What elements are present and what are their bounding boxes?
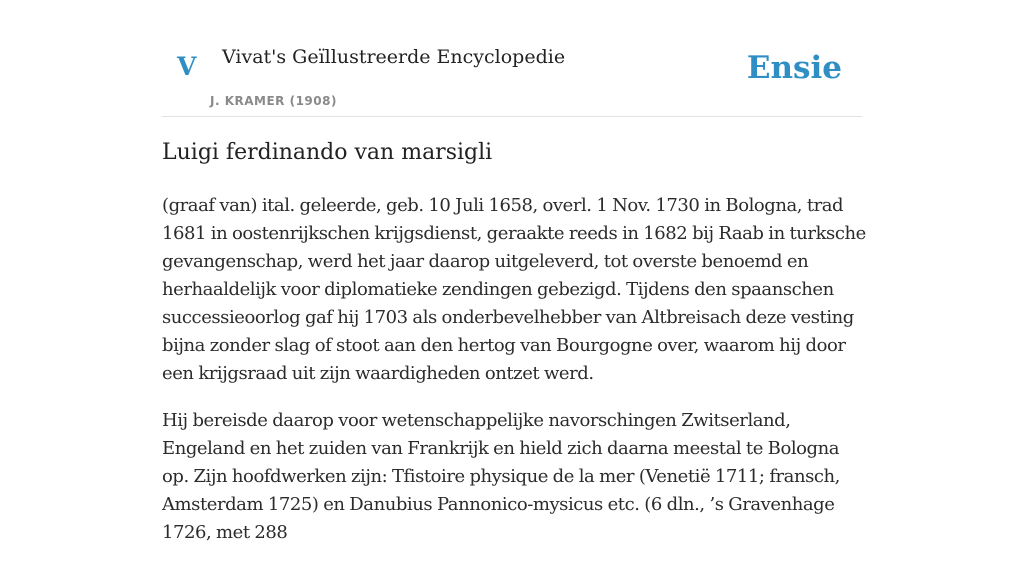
entry-paragraph: Hij bereisde daarop voor wetenschappelijke navorschingen Zwitserland, Engeland en het zuiden van Frankrijk en hield zich daarna meestal te Bologna op. Zijn hoofdwerken zijn: Tfistoire physique de la mer (Venetië 1711; fransch, Amsterdam 1725) en Danubius Pannonico-mysicus etc. (6 dln., ’s Gravenhage 1726, met 288 — [162, 410, 840, 543]
book-logo-letter[interactable]: V — [177, 52, 197, 81]
book-header — [162, 0, 862, 117]
entry-paragraph: (graaf van) ital. geleerde, geb. 10 Juli 1658, overl. 1 Nov. 1730 in Bologna, trad 1681 in oostenrijkschen krijgsdienst, geraakte reeds in 1682 bij Raab in turksche gevangenschap, werd het jaar daarop uitgeleverd, tot overste benoemd en herhaaldelijk voor diplomatieke zendingen gebezigd. Tijdens den spaanschen successieoorlog gaf hij 1703 als onderbevelhebber van Altbreisach deze vesting bijna zonder slag of stoot aan den hertog van Bourgogne over, waarom hij door een krijgsraad uit zijn waardigheden ontzet werd. — [162, 195, 866, 384]
book-title-link[interactable]: Vivat's Geïllustreerde Encyclopedie — [222, 46, 566, 68]
ensie-logo[interactable]: Ensie — [746, 50, 842, 86]
entry-title: Luigi ferdinando van marsigli — [162, 140, 493, 165]
entry-body — [162, 192, 870, 566]
book-author: J. KRAMER (1908) — [210, 94, 337, 108]
